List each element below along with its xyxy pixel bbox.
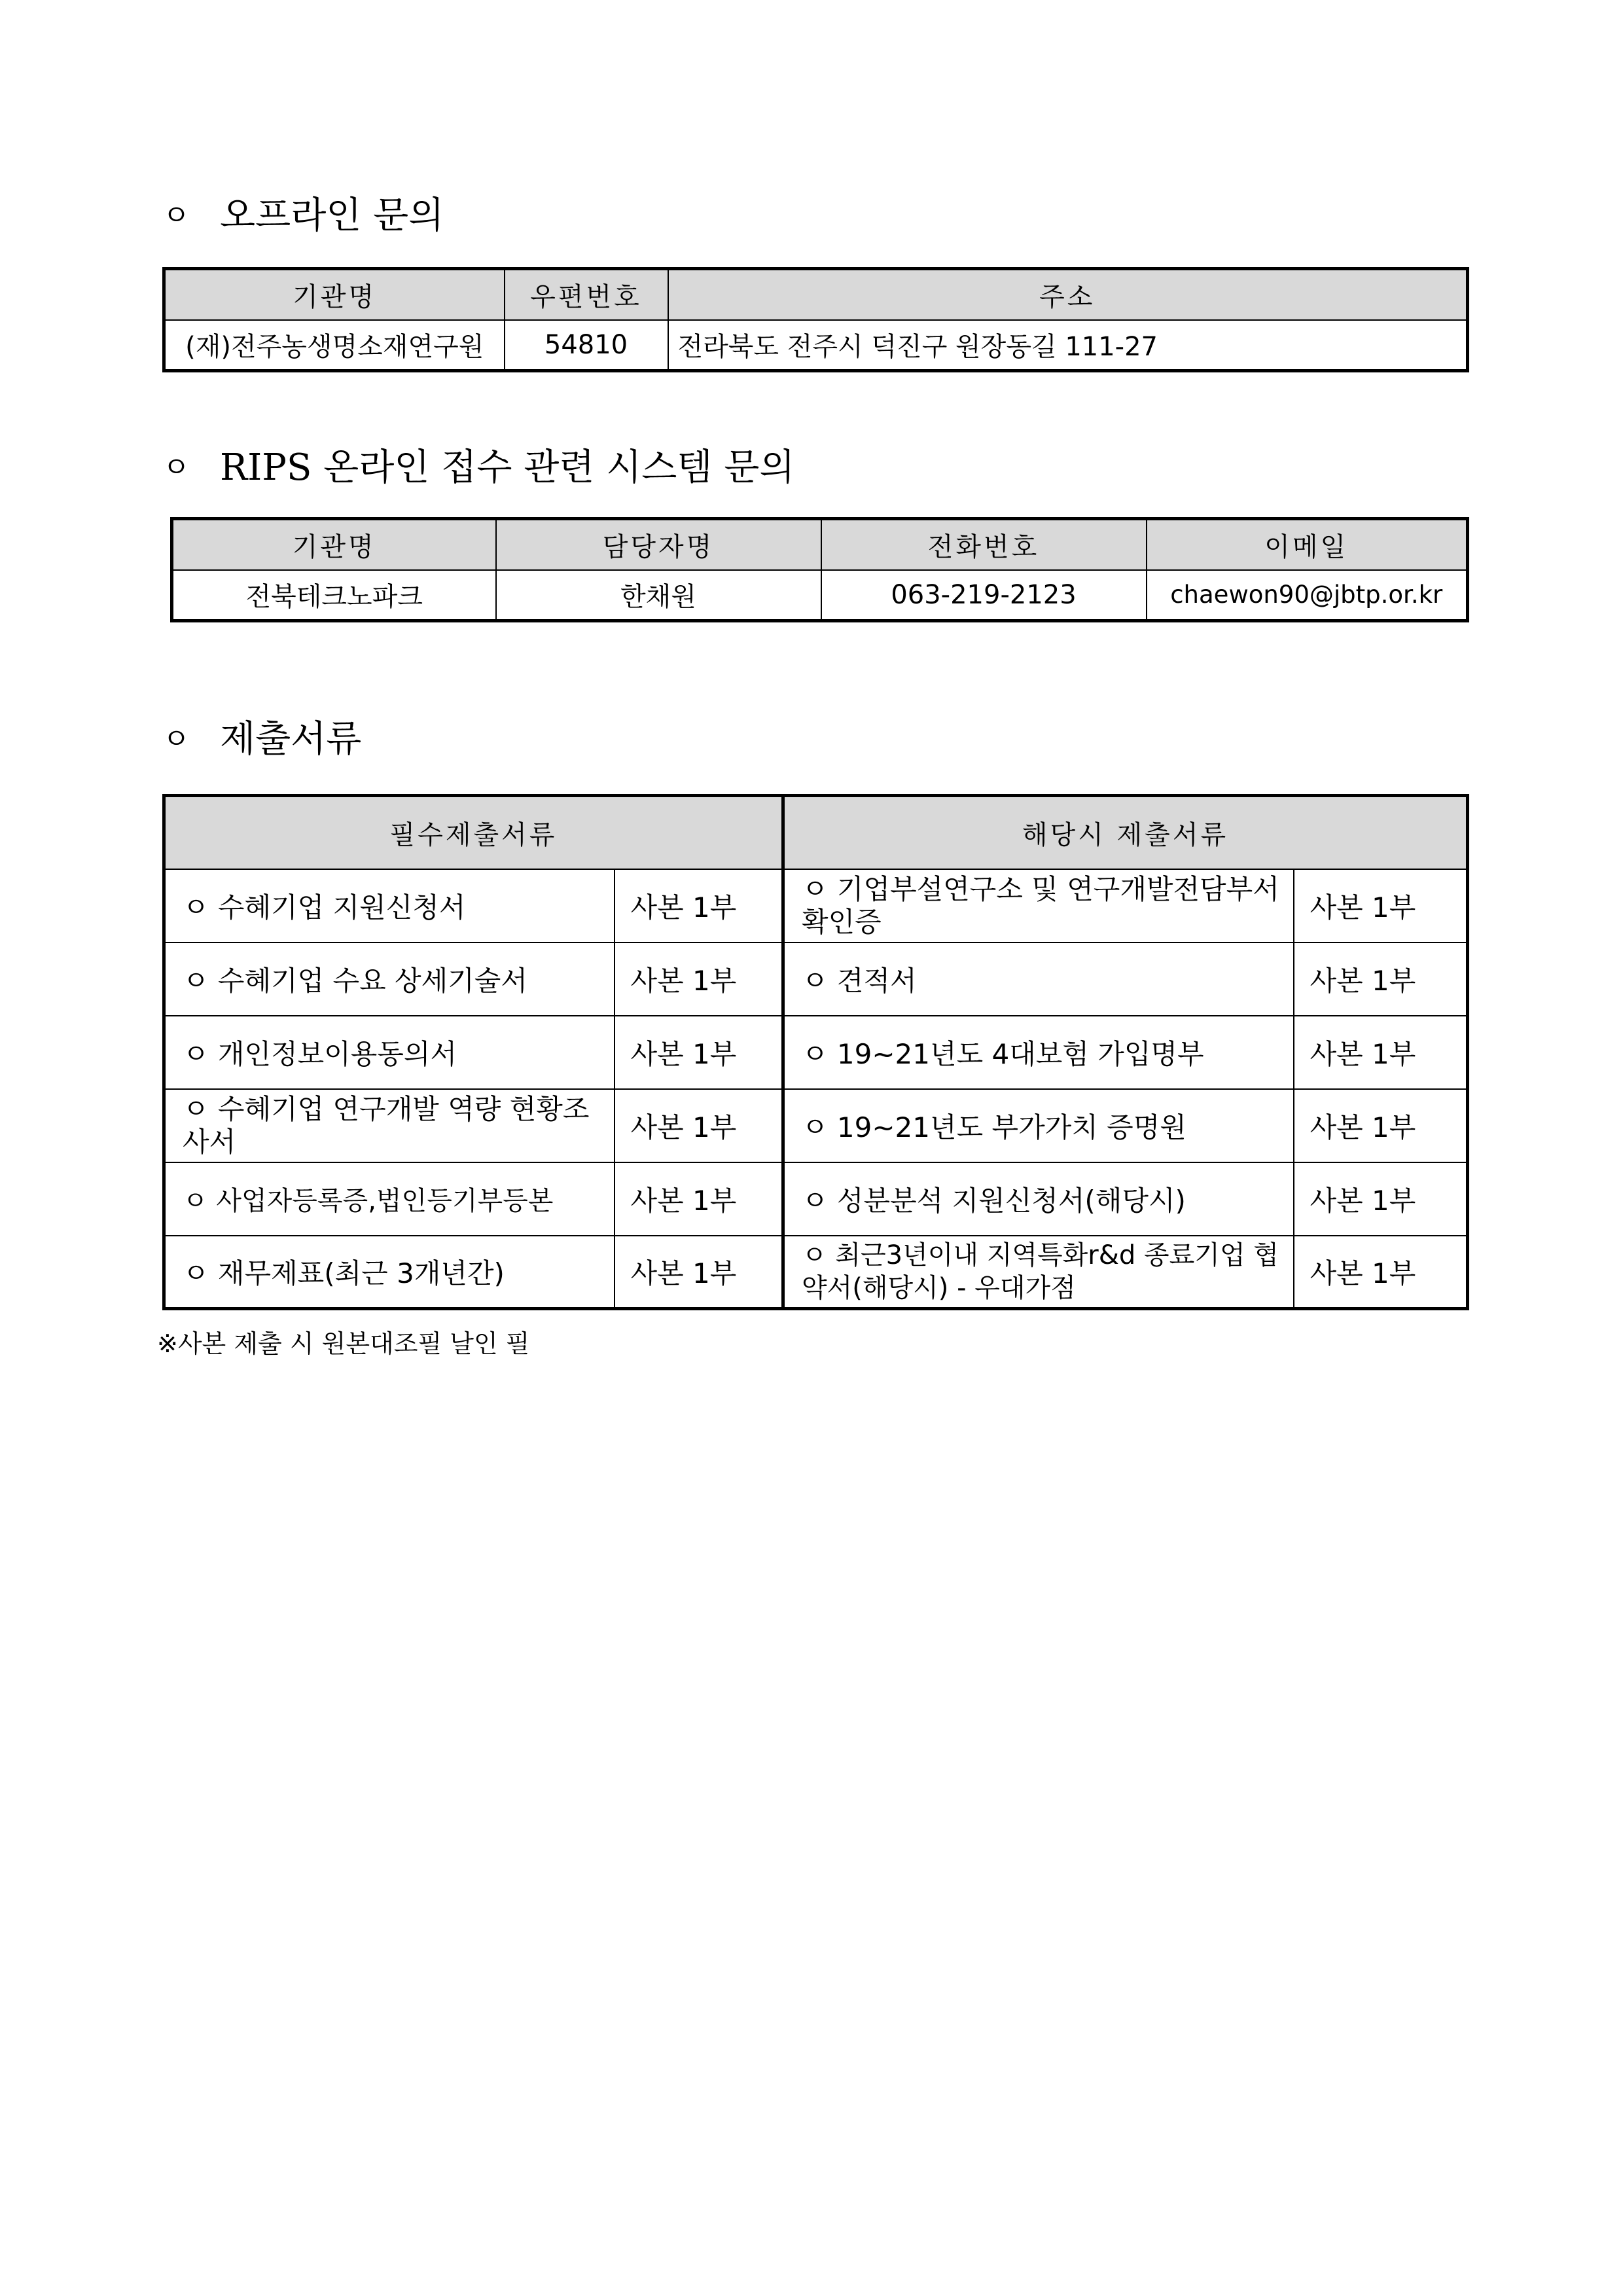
rips-table [170, 517, 1469, 622]
required-copy: 사본 1부 [615, 1162, 783, 1236]
documents-heading [162, 707, 361, 766]
conditional-copy: 사본 1부 [1294, 1236, 1468, 1309]
rips-title: RIPS 온라인 접수 관련 시스템 문의 [220, 446, 795, 489]
documents-header-row [164, 796, 1468, 869]
rips-contact: 한채원 [496, 570, 821, 621]
documents-row [164, 1162, 1468, 1236]
offline-header-row [164, 269, 1468, 320]
offline-address: 전라북도 전주시 덕진구 원장동길 111-27 [668, 320, 1468, 371]
conditional-copy: 사본 1부 [1294, 942, 1468, 1016]
rips-header-org: 기관명 [172, 519, 496, 570]
conditional-doc: ㅇ 성분분석 지원신청서(해당시) [783, 1162, 1294, 1236]
rips-header-row [172, 519, 1468, 570]
offline-bullet: ㅇ [162, 199, 190, 232]
required-copy: 사본 1부 [615, 1236, 783, 1309]
rips-header-phone: 전화번호 [821, 519, 1147, 570]
rips-heading [162, 435, 794, 494]
offline-data-row [164, 320, 1468, 371]
required-doc: ㅇ 개인정보이용동의서 [164, 1016, 615, 1089]
documents-required-header: 필수제출서류 [164, 796, 783, 869]
documents-conditional-header: 해당시 제출서류 [783, 796, 1468, 869]
offline-heading [162, 183, 444, 242]
conditional-copy: 사본 1부 [1294, 1162, 1468, 1236]
rips-phone: 063-219-2123 [821, 570, 1147, 621]
conditional-copy: 사본 1부 [1294, 869, 1468, 942]
required-copy: 사본 1부 [615, 1089, 783, 1162]
offline-header-postcode: 우편번호 [505, 269, 668, 320]
offline-header-org: 기관명 [164, 269, 505, 320]
required-doc: ㅇ 수혜기업 수요 상세기술서 [164, 942, 615, 1016]
rips-org: 전북테크노파크 [172, 570, 496, 621]
required-copy: 사본 1부 [615, 1016, 783, 1089]
conditional-doc: ㅇ 기업부설연구소 및 연구개발전담부서 확인증 [783, 869, 1294, 942]
rips-email: chaewon90@jbtp.or.kr [1147, 570, 1468, 621]
offline-postcode: 54810 [505, 320, 668, 371]
conditional-copy: 사본 1부 [1294, 1016, 1468, 1089]
rips-header-email: 이메일 [1147, 519, 1468, 570]
required-doc: ㅇ 수혜기업 연구개발 역량 현황조사서 [164, 1089, 615, 1162]
offline-table [162, 267, 1469, 372]
rips-header-contact: 담당자명 [496, 519, 821, 570]
rips-data-row [172, 570, 1468, 621]
documents-row [164, 869, 1468, 942]
conditional-doc: ㅇ 최근3년이내 지역특화r&d 종료기업 협약서(해당시) - 우대가점 [783, 1236, 1294, 1309]
documents-title: 제출서류 [220, 718, 362, 761]
offline-header-address: 주소 [668, 269, 1468, 320]
rips-bullet: ㅇ [162, 451, 190, 484]
conditional-doc: ㅇ 19~21년도 부가가치 증명원 [783, 1089, 1294, 1162]
documents-row [164, 942, 1468, 1016]
required-doc: ㅇ 재무제표(최근 3개년간) [164, 1236, 615, 1309]
documents-note: ※사본 제출 시 원본대조필 날인 필 [157, 1329, 530, 1358]
conditional-doc: ㅇ 19~21년도 4대보험 가입명부 [783, 1016, 1294, 1089]
required-copy: 사본 1부 [615, 942, 783, 1016]
offline-org: (재)전주농생명소재연구원 [164, 320, 505, 371]
required-copy: 사본 1부 [615, 869, 783, 942]
documents-row [164, 1016, 1468, 1089]
documents-row [164, 1089, 1468, 1162]
offline-title: 오프라인 문의 [220, 194, 444, 237]
required-doc: ㅇ 수혜기업 지원신청서 [164, 869, 615, 942]
documents-table [162, 794, 1469, 1310]
conditional-copy: 사본 1부 [1294, 1089, 1468, 1162]
documents-row [164, 1236, 1468, 1309]
documents-bullet: ㅇ [162, 723, 190, 756]
conditional-doc: ㅇ 견적서 [783, 942, 1294, 1016]
required-doc: ㅇ 사업자등록증,법인등기부등본 [164, 1162, 615, 1236]
